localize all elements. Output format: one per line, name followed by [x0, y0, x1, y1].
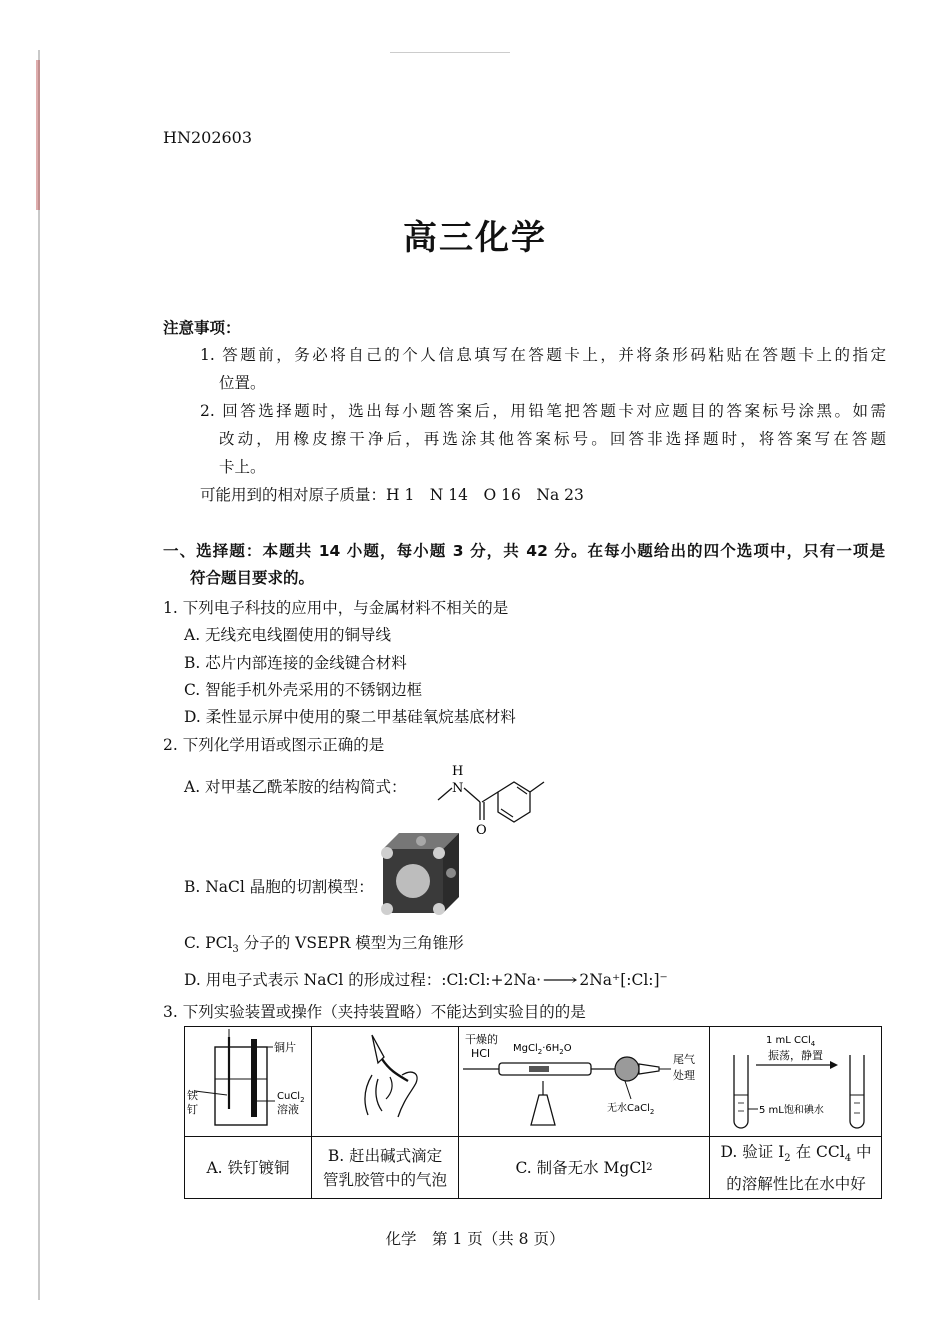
- page-footer: 化学 第 1 页（共 8 页）: [385, 1230, 565, 1248]
- burette-tip: [372, 1035, 384, 1063]
- q3-option-b-line1: B. 赶出碱式滴定: [327, 1147, 443, 1165]
- treatment-label: 处理: [673, 1069, 695, 1082]
- exam-code: HN202603: [163, 128, 253, 147]
- sphere-corner: [433, 847, 445, 859]
- copper-plate: [251, 1039, 257, 1117]
- sample: [529, 1066, 549, 1072]
- struct-h-label: H: [452, 764, 464, 779]
- experiment-table: [184, 1026, 882, 1199]
- finger: [386, 1077, 392, 1099]
- arrow-head: [830, 1061, 838, 1069]
- q1-stem: 1. 下列电子科技的应用中，与金属材料不相关的是: [163, 599, 509, 617]
- para-methyl-bond: [530, 782, 544, 792]
- q2-option-a: A. 对甲基乙酰苯胺的结构简式：: [184, 778, 407, 796]
- q1-option-a: A. 无线充电线圈使用的铜导线: [184, 626, 392, 644]
- q3-option-d-line2: 的溶解性比在水中好: [726, 1174, 866, 1193]
- hcl-label: HCl: [471, 1047, 491, 1060]
- q2-equation-right: 2Na⁺[:Cl:]⁻: [579, 971, 668, 989]
- q2-option-c-sub: 3: [232, 944, 239, 956]
- test-tube-before: [734, 1055, 748, 1128]
- notice-item-2: 2. 回答选择题时，选出每小题答案后，用铅笔把答题卡对应题目的答案标号涂黑。如需: [200, 402, 886, 420]
- notice-item-2-cont: 改动，用橡皮擦干净后，再选涂其他答案标号。回答非选择题时，将答案写在答题: [219, 430, 886, 448]
- q3-option-b: [312, 1137, 458, 1199]
- shake-label: 振荡，静置: [768, 1049, 823, 1062]
- dry-hcl-label: 干燥的: [465, 1033, 498, 1046]
- solution-label-2: 溶液: [277, 1103, 299, 1116]
- q3-option-d: [710, 1137, 882, 1199]
- sphere-corner: [381, 847, 393, 859]
- sphere-top: [416, 836, 426, 846]
- hand-right: [398, 1072, 417, 1117]
- c-ring-bond: [482, 792, 498, 802]
- solution-label: CuCl$_2$: [277, 1091, 305, 1104]
- methyl-bond: [438, 788, 452, 800]
- q1-option-d: D. 柔性显示屏中使用的聚二甲基硅氧烷基底材料: [184, 708, 516, 726]
- atomic-masses: 可能用到的相对原子质量：H 1 N 14 O 16 Na 23: [200, 486, 584, 504]
- sphere-corner: [381, 903, 393, 915]
- iodine-water-label: 5 mL饱和碘水: [759, 1105, 824, 1116]
- q3-option-a: A. 铁钉镀铜: [206, 1159, 290, 1177]
- nacl-cell-model-image: [381, 831, 461, 915]
- reaction-arrow: ⟶: [542, 971, 579, 989]
- q3-stem: 3. 下列实验装置或操作（夹持装置略）不能达到实验目的的是: [163, 1003, 586, 1021]
- notice-heading: 注意事项：: [163, 319, 241, 337]
- rubber-tube: [382, 1059, 408, 1081]
- scan-mark-top: [390, 52, 510, 53]
- reagent-label: 1 mL CCl$_4$: [766, 1035, 816, 1048]
- alcohol-lamp: [531, 1095, 555, 1125]
- label-line: [625, 1081, 631, 1099]
- nail-label: 钉: [187, 1103, 198, 1116]
- q2-option-c-post: 分子的 VSEPR 模型为三角锥形: [238, 934, 464, 952]
- anhydrous-mgcl2-apparatus: [459, 1029, 709, 1135]
- q2-equation-left: :Cl:Cl:+2Na·: [441, 971, 542, 989]
- q3-option-d-line1: D. 验证 $I_2$ 在 CCl$_4$ 中: [720, 1143, 872, 1165]
- section-heading: 一、选择题：本题共 14 小题，每小题 3 分，共 42 分。在每小题给出的四个选项中，只有一项是: [163, 542, 885, 560]
- structure-formula-diagram: [430, 762, 580, 840]
- q2-option-d-pre: D. 用电子式表示 NaCl 的形成过程：: [184, 971, 442, 989]
- q3-option-b-line2: 管乳胶管中的气泡: [322, 1171, 447, 1189]
- ring-double-bond: [501, 809, 513, 817]
- beaker: [215, 1047, 267, 1125]
- q2-option-c-pre: C. PCl: [184, 934, 233, 952]
- q2-option-d: [184, 968, 668, 990]
- sphere-side: [446, 868, 456, 878]
- desiccant-label: 无水CaCl$_2$: [607, 1103, 655, 1116]
- iron-label: 铁: [187, 1089, 198, 1102]
- notice-item-2-end: 卡上。: [219, 458, 266, 476]
- q3-option-c: C. 制备无水 MgCl 2: [515, 1159, 653, 1177]
- label-line: [195, 1091, 227, 1095]
- sphere-center: [396, 864, 430, 898]
- struct-n-label: N: [452, 781, 464, 796]
- tail-gas-label: 尾气: [673, 1053, 695, 1066]
- section-heading-cont: 符合题目要求的。: [190, 569, 315, 587]
- q2-option-c: [184, 931, 464, 955]
- q2-option-b: B. NaCl 晶胞的切割模型：: [184, 878, 374, 896]
- notice-item-1: 1. 答题前，务必将自己的个人信息填写在答题卡上，并将条形码粘贴在答题卡上的指定: [200, 346, 886, 364]
- q2-stem: 2. 下列化学用语或图示正确的是: [163, 736, 385, 754]
- ring-double-bond: [517, 787, 527, 794]
- test-tube-after: [850, 1055, 864, 1128]
- struct-o-label: O: [476, 823, 487, 838]
- electroplating-apparatus: [185, 1029, 311, 1135]
- burette-bubble-removal-drawing: [312, 1029, 458, 1135]
- benzene-ring: [498, 782, 530, 822]
- drying-bulb: [615, 1057, 639, 1081]
- n-c-bond: [464, 788, 480, 802]
- hand-left: [365, 1075, 382, 1115]
- sphere-corner: [433, 903, 445, 915]
- outlet: [639, 1064, 659, 1074]
- page-title: 高三化学: [403, 218, 547, 258]
- q1-option-c: C. 智能手机外壳采用的不锈钢边框: [184, 681, 423, 699]
- notice-item-1-cont: 位置。: [219, 374, 266, 392]
- reactant-label: $MgCl_2\cdot 6H_2O$: [513, 1043, 572, 1056]
- q1-option-b: B. 芯片内部连接的金线键合材料: [184, 654, 407, 672]
- extraction-test-tubes: [710, 1029, 882, 1135]
- copper-label: 铜片: [274, 1041, 296, 1054]
- scan-mark-left: [36, 60, 40, 210]
